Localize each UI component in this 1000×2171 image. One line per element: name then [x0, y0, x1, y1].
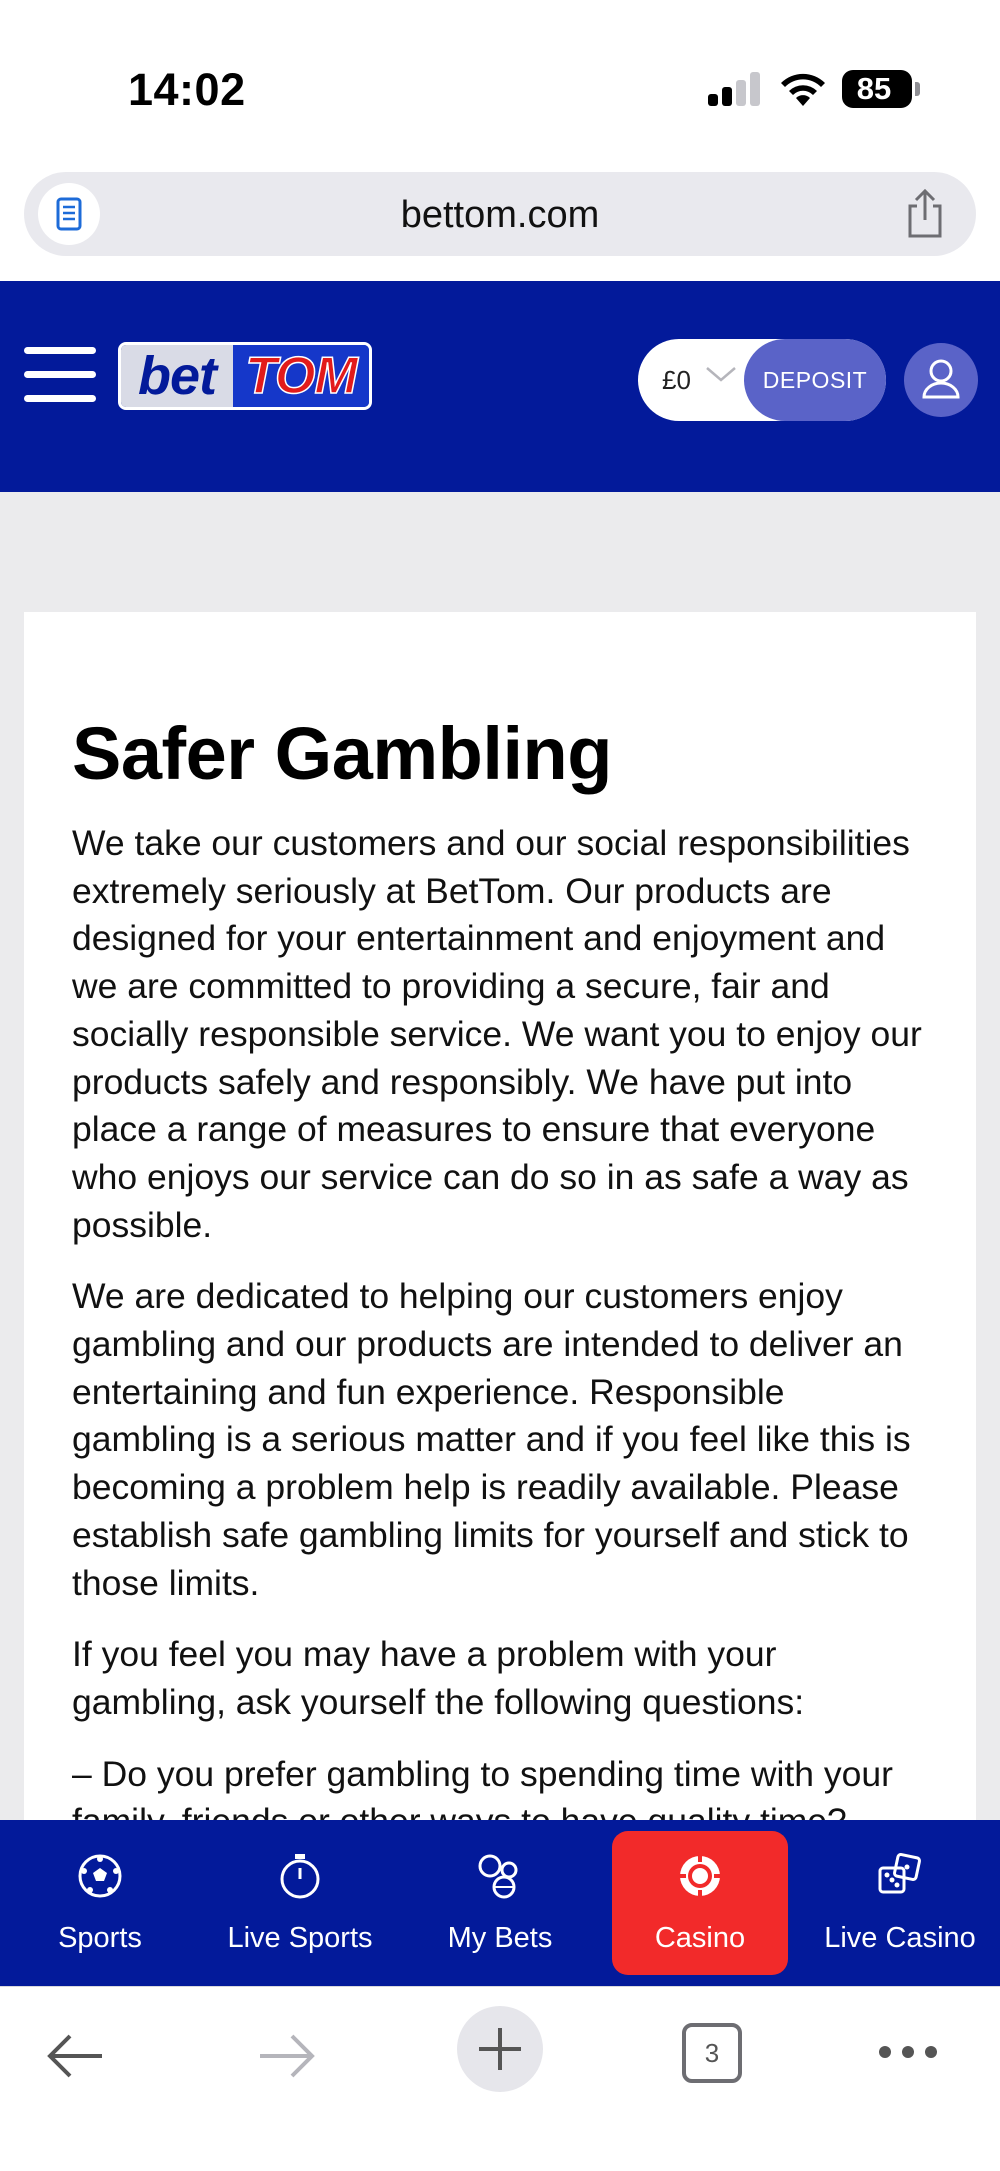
new-tab-button[interactable]	[457, 2006, 543, 2092]
logo-text-bet: bet	[121, 345, 233, 407]
balance-amount: £0	[662, 365, 691, 395]
share-icon[interactable]	[902, 188, 948, 240]
paragraph-dedication: We are dedicated to helping our customers enjoy gambling and our products are intended to deliver an entertaining and fun experience. Responsible gambling is a serious matter and if you feel like this is becoming a problem help is readily available. Please establish safe gambling limits for yourself and stick to those limits.	[72, 1276, 911, 1603]
user-icon	[904, 343, 978, 417]
account-button[interactable]	[904, 343, 978, 417]
more-options-icon[interactable]	[878, 2045, 938, 2059]
tabs-button[interactable]: 3	[682, 2023, 742, 2083]
nav-live-casino[interactable]	[800, 1820, 1000, 1986]
deposit-button[interactable]: DEPOSIT	[744, 339, 886, 421]
nav-casino[interactable]	[600, 1820, 800, 1986]
logo-text-tom: TOM	[233, 345, 369, 407]
back-arrow-icon[interactable]	[44, 2031, 106, 2081]
paragraph-questions-intro: If you feel you may have a problem with your gambling, ask yourself the following questions:	[72, 1634, 805, 1722]
bets-icon	[476, 1852, 524, 1900]
content-area	[0, 492, 1000, 1820]
bettom-logo[interactable]	[118, 342, 372, 410]
nav-label: Live Sports	[227, 1922, 373, 1954]
battery-icon: 85	[842, 70, 912, 108]
plus-icon	[457, 2006, 543, 2092]
url-bar[interactable]	[24, 172, 976, 256]
nav-label: Casino	[654, 1922, 746, 1954]
menu-icon[interactable]	[24, 347, 96, 403]
site-header	[0, 281, 1000, 492]
cellular-signal-icon	[708, 72, 762, 106]
chevron-down-icon[interactable]	[704, 363, 738, 385]
forward-arrow-icon[interactable]	[256, 2031, 318, 2081]
nav-my-bets[interactable]	[400, 1820, 600, 1986]
nav-label: My Bets	[447, 1922, 553, 1954]
bottom-nav	[0, 1820, 1000, 1986]
question-item: – Do you prefer gambling to spending time with your	[72, 1753, 893, 1794]
nav-sports[interactable]	[0, 1820, 200, 1986]
nav-label: Live Casino	[824, 1922, 976, 1954]
status-time: 14:02	[128, 64, 246, 115]
football-icon	[76, 1852, 124, 1900]
stopwatch-icon	[276, 1852, 324, 1900]
balance-widget[interactable]	[638, 339, 886, 421]
nav-label: Sports	[58, 1922, 142, 1954]
url-text[interactable]: bettom.com	[400, 194, 600, 236]
page-title: Safer Gambling	[72, 712, 612, 795]
casino-chip-icon	[676, 1852, 724, 1900]
nav-live-sports[interactable]	[200, 1820, 400, 1986]
wifi-icon	[778, 68, 828, 108]
dice-icon	[876, 1852, 924, 1900]
status-bar	[0, 0, 1000, 160]
content-card	[24, 612, 976, 1912]
paragraph-intro: We take our customers and our social responsibilities extremely seriously at BetTom. Our products are designed for your entertainment and enjoyment and we are committed to providing a secure, fair and socially responsible service. We want you to enjoy our products safely and responsibly. We have put into place a range of measures to ensure that everyone who enjoys our service can do so in as safe a way as possible.	[72, 823, 922, 1245]
browser-toolbar	[0, 1986, 1000, 2171]
